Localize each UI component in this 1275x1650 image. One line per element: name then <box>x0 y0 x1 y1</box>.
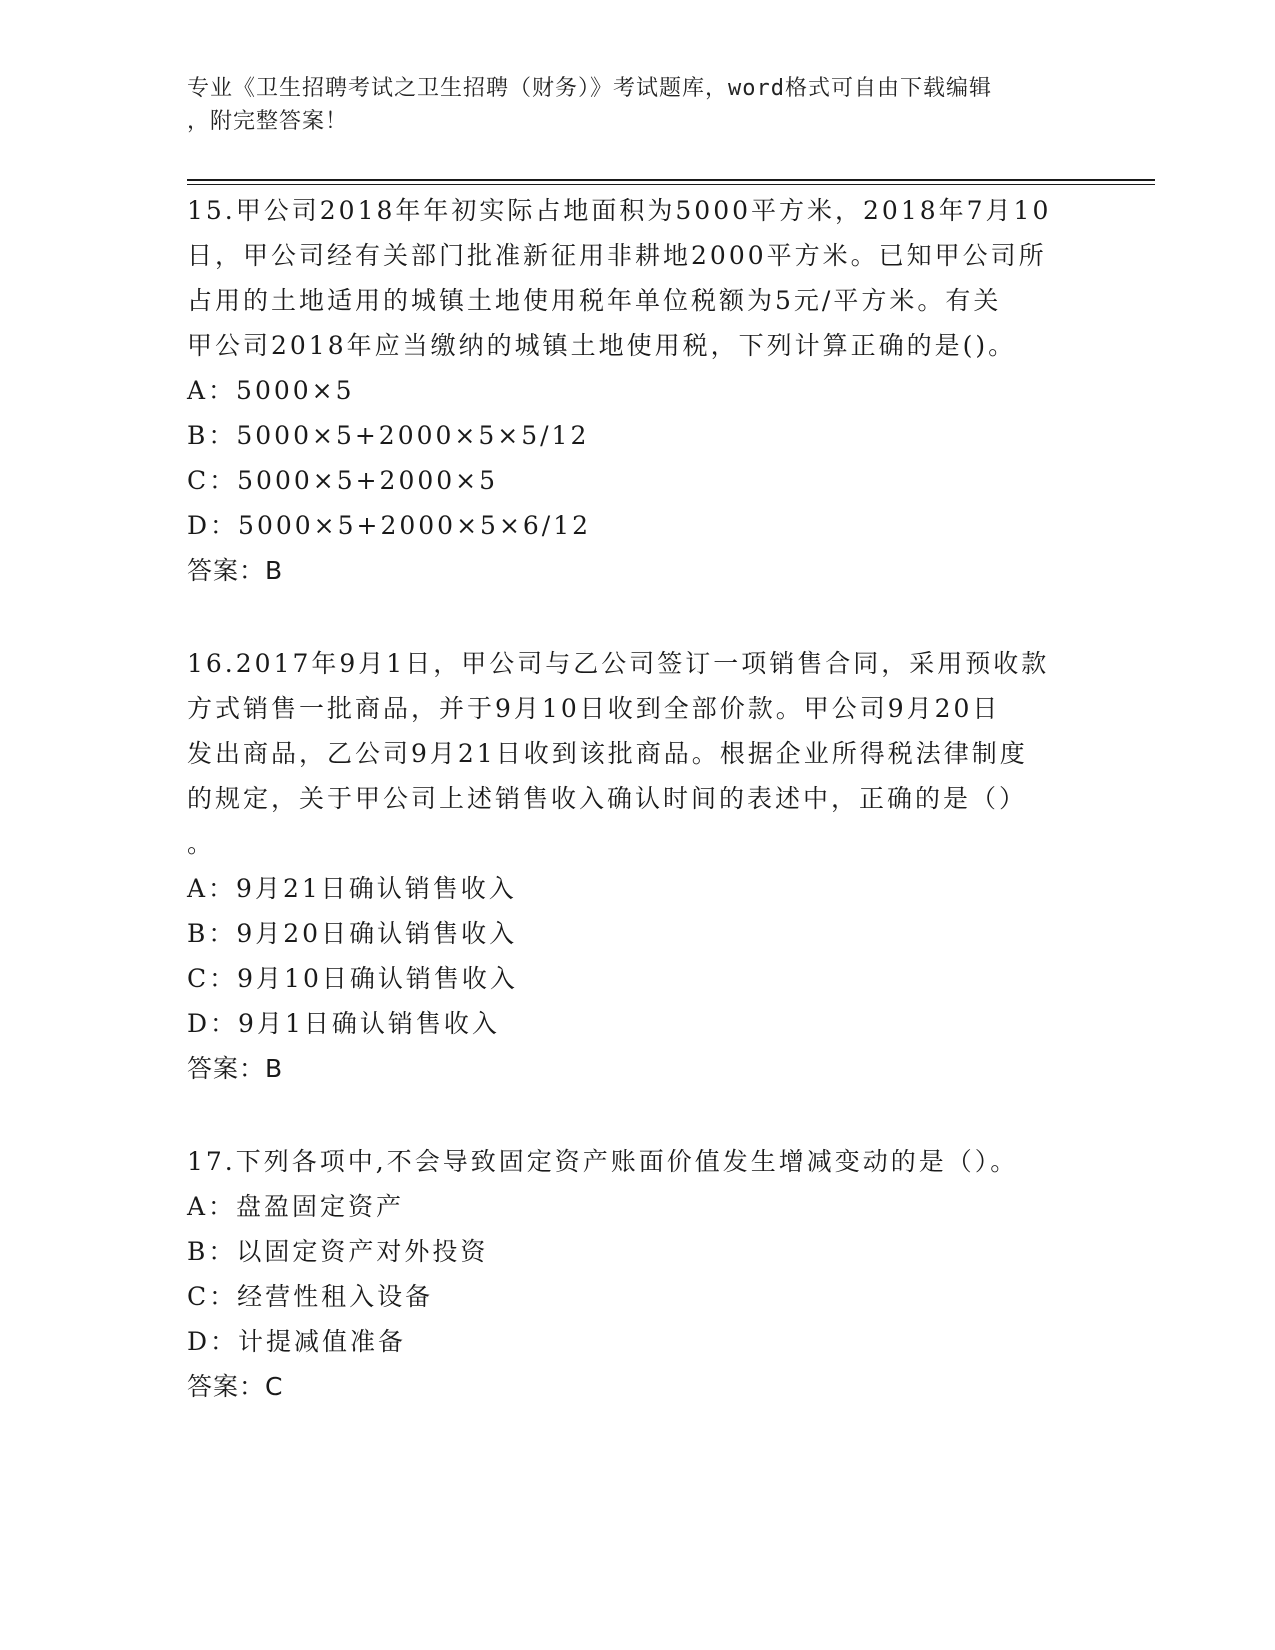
answer-label: 答案：C <box>187 1372 284 1401</box>
option-c: C：5000×5+2000×5 <box>187 466 499 495</box>
option-c: C：9月10日确认销售收入 <box>187 964 518 993</box>
option-d: D：计提减值准备 <box>187 1327 407 1356</box>
question-list <box>187 188 1087 1409</box>
option-d: D：9月1日确认销售收入 <box>187 1009 500 1038</box>
option-b: B：以固定资产对外投资 <box>187 1237 489 1266</box>
option-a: A：5000×5 <box>187 376 355 405</box>
document-header <box>187 72 1067 138</box>
option-b: B：5000×5+2000×5×5/12 <box>187 421 590 450</box>
question-text-line: 17.下列各项中,不会导致固定资产账面价值发生增减变动的是（）。 <box>187 1147 1019 1176</box>
question-15 <box>187 188 1087 593</box>
header-line-2: ，附完整答案！ <box>187 109 349 134</box>
question-text-line: 15.甲公司2018年年初实际占地面积为5000平方米，2018年7月10 <box>187 196 1052 225</box>
question-text-line: 。 <box>187 829 216 858</box>
option-a: A：盘盈固定资产 <box>187 1192 405 1221</box>
question-text-line: 占用的土地适用的城镇土地使用税年单位税额为5元/平方米。有关 <box>187 286 1002 315</box>
answer-label: 答案：B <box>187 1054 284 1083</box>
header-line-1: 专业《卫生招聘考试之卫生招聘（财务）》考试题库，word格式可自由下载编辑 <box>187 76 992 101</box>
option-c: C：经营性租入设备 <box>187 1282 434 1311</box>
question-text-line: 方式销售一批商品，并于9月10日收到全部价款。甲公司9月20日 <box>187 694 1001 723</box>
question-spacer <box>187 593 1087 641</box>
option-a: A：9月21日确认销售收入 <box>187 874 517 903</box>
question-text-line: 16.2017年9月1日，甲公司与乙公司签订一项销售合同，采用预收款 <box>187 649 1050 678</box>
header-divider-thick <box>187 179 1155 181</box>
question-text-line: 的规定，关于甲公司上述销售收入确认时间的表述中，正确的是（） <box>187 784 1028 813</box>
question-spacer <box>187 1091 1087 1139</box>
question-17 <box>187 1139 1087 1409</box>
question-text-line: 发出商品，乙公司9月21日收到该批商品。根据企业所得税法律制度 <box>187 739 1028 768</box>
question-16 <box>187 641 1087 1091</box>
question-text-line: 甲公司2018年应当缴纳的城镇土地使用税，下列计算正确的是()。 <box>187 331 1017 360</box>
header-divider-thin <box>187 184 1155 185</box>
answer-label: 答案：B <box>187 556 284 585</box>
question-text-line: 日，甲公司经有关部门批准新征用非耕地2000平方米。已知甲公司所 <box>187 241 1047 270</box>
option-b: B：9月20日确认销售收入 <box>187 919 518 948</box>
option-d: D：5000×5+2000×5×6/12 <box>187 511 592 540</box>
